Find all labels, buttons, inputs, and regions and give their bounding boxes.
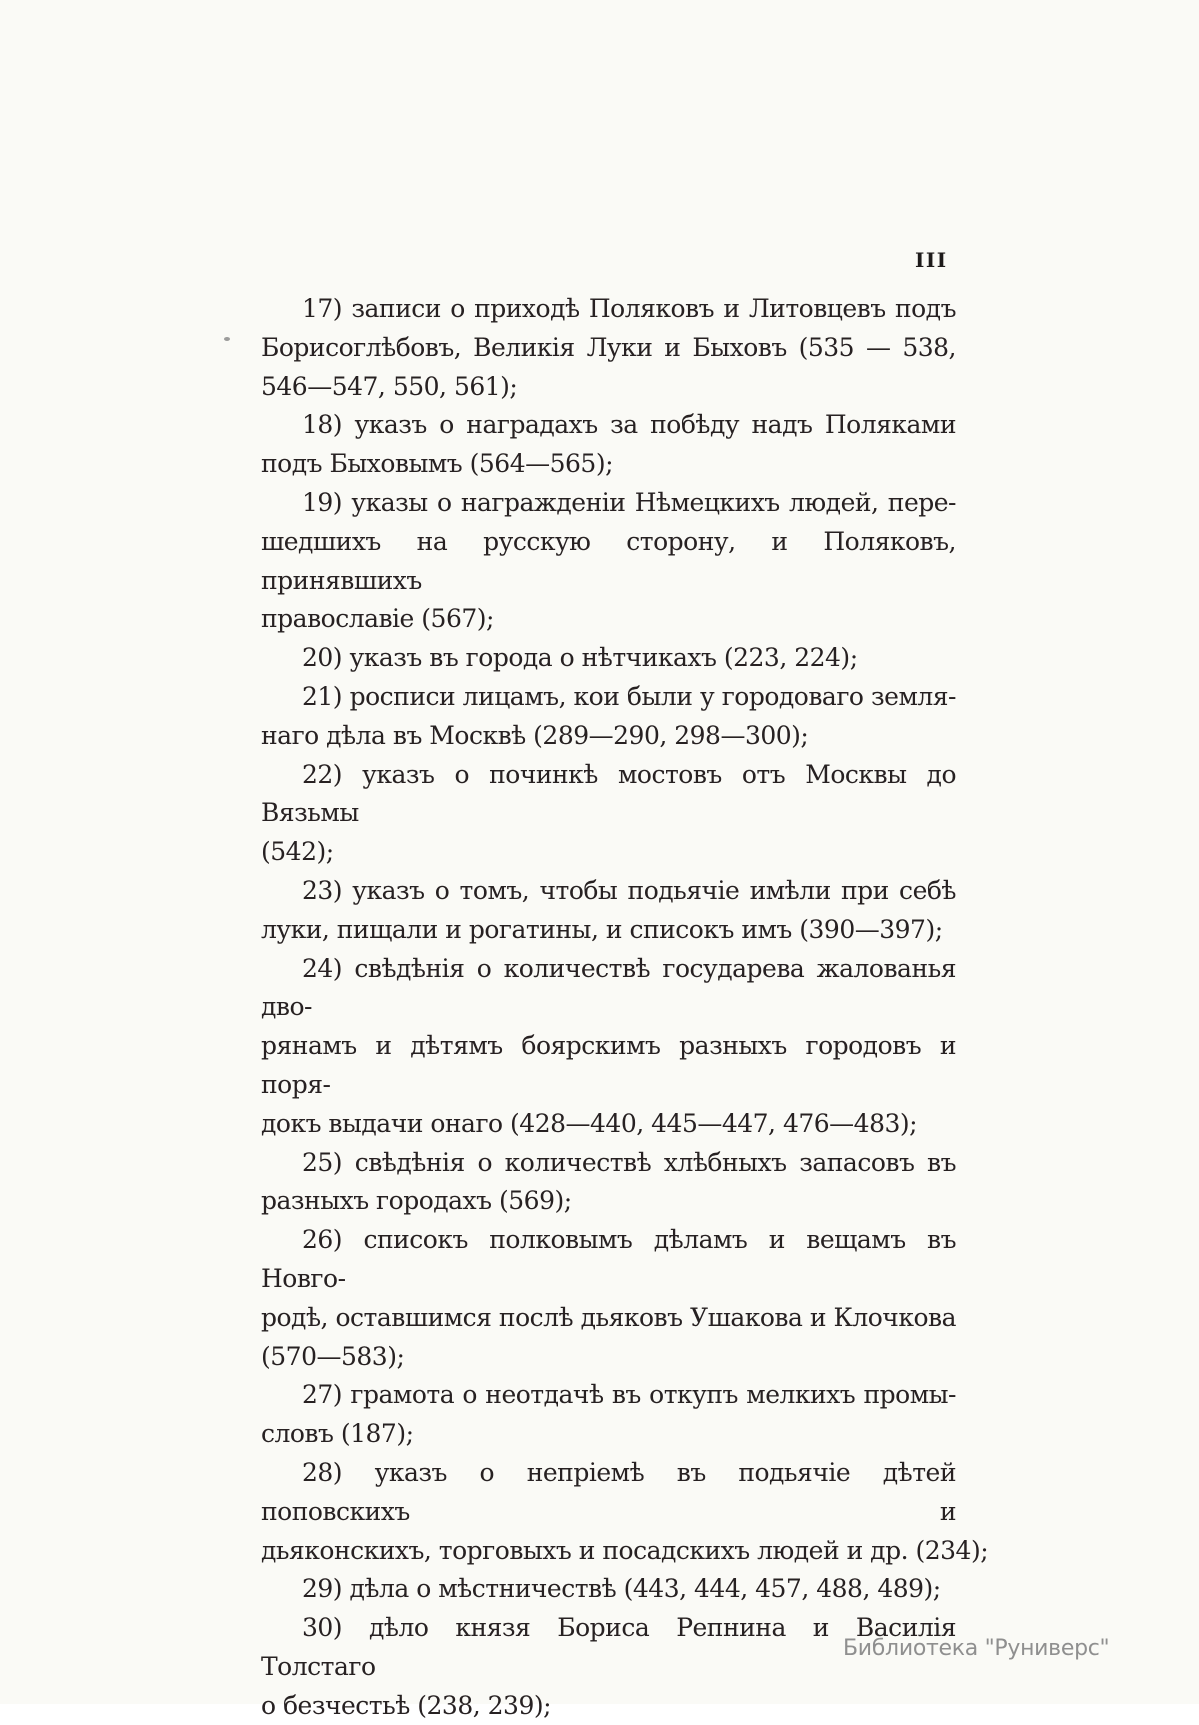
text-line: разныхъ городахъ (569); [261, 1186, 572, 1216]
text-line: 546—547, 550, 561); [261, 371, 518, 401]
toc-item-18 [261, 406, 956, 484]
text-line: дьяконскихъ, торговыхъ и посадскихъ людей и др. (234); [261, 1535, 989, 1565]
toc-item-21 [261, 678, 956, 756]
toc-item-17 [261, 290, 956, 406]
text-line: православіе (567); [261, 604, 494, 634]
text-line: 27) грамота о неотдачѣ въ откупъ мелкихъ промы- [302, 1380, 956, 1410]
text-line: о безчестьѣ (238, 239); [261, 1690, 552, 1720]
text-line: 18) указъ о наградахъ за побѣду надъ Поляками [302, 410, 956, 440]
toc-item-19 [261, 484, 956, 639]
text-line: шедшихъ на русскую сторону, и Поляковъ, принявшихъ [261, 526, 956, 595]
toc-item-26 [261, 1221, 956, 1376]
text-line: Борисоглѣбовъ, Великія Луки и Быховъ (535 — 538, [261, 332, 956, 362]
text-line: 19) указы о награжденіи Нѣмецкихъ людей, пере- [302, 487, 956, 517]
text-line: 25) свѣдѣнія о количествѣ хлѣбныхъ запасовъ въ [302, 1147, 956, 1177]
text-line: 23) указъ о томъ, чтобы подьячіе имѣли при себѣ [302, 875, 956, 905]
toc-item-27 [261, 1376, 956, 1454]
page-number: III [915, 248, 948, 272]
toc-item-29 [261, 1570, 956, 1609]
library-watermark: Библиотека "Руниверс" [843, 1636, 1110, 1661]
text-line: луки, пищали и рогатины, и списокъ имъ (390—397); [261, 914, 943, 944]
ink-speck [224, 337, 230, 341]
toc-item-24 [261, 950, 956, 1144]
text-line: 20) указъ въ города о нѣтчикахъ (223, 224); [302, 643, 858, 673]
text-line: подъ Быховымъ (564—565); [261, 449, 614, 479]
text-line: 24) свѣдѣнія о количествѣ государева жалованья дво- [261, 953, 956, 1022]
toc-item-25 [261, 1144, 956, 1222]
text-line: 21) росписи лицамъ, кои были у городоваго земля- [302, 681, 956, 711]
toc-item-22 [261, 756, 956, 872]
text-line: 28) указъ о непріемѣ въ подьячіе дѣтей поповскихъ и [261, 1457, 956, 1526]
toc-item-30 [261, 1609, 956, 1725]
text-line: словъ (187); [261, 1419, 414, 1449]
text-line: 29) дѣла о мѣстничествѣ (443, 444, 457, 488, 489); [302, 1574, 941, 1604]
text-line: 26) списокъ полковымъ дѣламъ и вещамъ въ Новго- [261, 1225, 956, 1293]
toc-item-20 [261, 639, 956, 678]
text-line: родѣ, оставшимся послѣ дьяковъ Ушакова и Клочкова [261, 1302, 956, 1332]
text-line: рянамъ и дѣтямъ боярскимъ разныхъ городовъ и поря- [261, 1031, 956, 1099]
text-line: (542); [261, 837, 334, 867]
text-line: 17) записи о приходѣ Поляковъ и Литовцевъ подъ [302, 294, 956, 323]
text-line: докъ выдачи онаго (428—440, 445—447, 476—483); [261, 1108, 918, 1138]
text-line: (570—583); [261, 1341, 405, 1371]
text-line: наго дѣла въ Москвѣ (289—290, 298—300); [261, 720, 809, 750]
text-line: 30) дѣло князя Бориса Репнина и Василія Толстаго [261, 1613, 956, 1681]
toc-item-23 [261, 872, 956, 950]
text-line: 22) указъ о починкѣ мостовъ отъ Москвы до Вязьмы [261, 759, 956, 828]
toc-item-28 [261, 1454, 989, 1570]
